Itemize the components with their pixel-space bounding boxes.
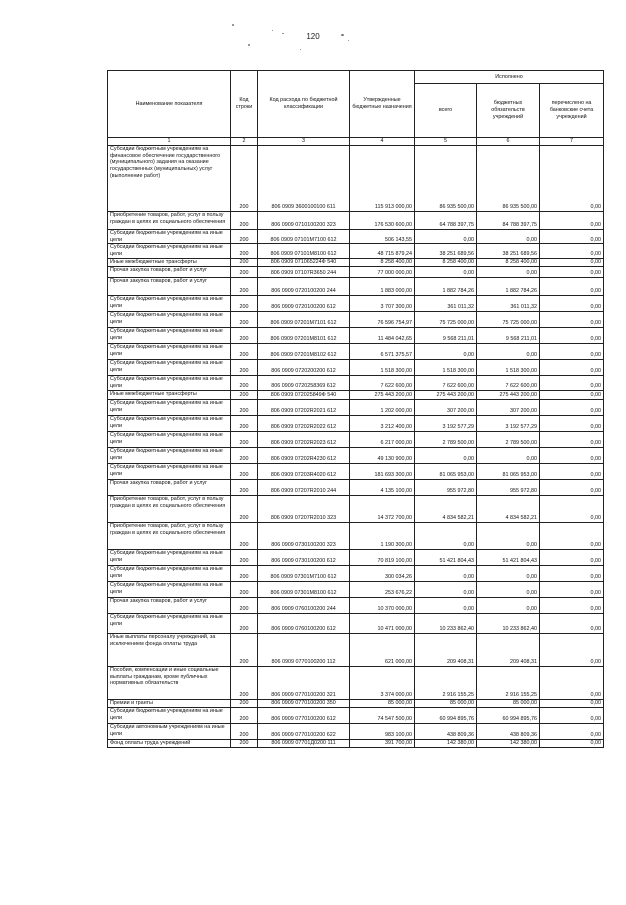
- row-line-code: 200: [231, 375, 258, 390]
- row-approved: 506 143,55: [350, 230, 415, 244]
- row-budget-code: 806 0909 0720100200 244: [258, 277, 350, 295]
- row-approved: 76 596 754,97: [350, 311, 415, 327]
- row-budget-code: 806 0909 07701Д0200 111: [258, 739, 350, 747]
- row-line-code: 200: [231, 327, 258, 343]
- row-approved: 8 258 400,00: [350, 258, 415, 266]
- row-transferred: 0,00: [540, 399, 604, 415]
- row-obligations: 84 788 397,75: [477, 212, 540, 230]
- row-budget-code: 806 0909 07207R2010 323: [258, 495, 350, 522]
- row-line-code: 200: [231, 666, 258, 699]
- header-executed: Исполнено: [415, 71, 604, 84]
- row-name: Приобретение товаров, работ, услуг в пользу граждан в целях их социального обеспечения: [108, 495, 231, 522]
- table-row: [108, 146, 604, 212]
- row-transferred: 0,00: [540, 707, 604, 723]
- row-executed-total: 209 408,31: [415, 633, 477, 666]
- table-row: [108, 597, 604, 613]
- row-line-code: 200: [231, 343, 258, 359]
- row-transferred: 0,00: [540, 522, 604, 549]
- row-line-code: 200: [231, 447, 258, 463]
- row-approved: 10 471 000,00: [350, 613, 415, 633]
- row-budget-code: 806 0909 0730100200 612: [258, 549, 350, 565]
- budget-execution-table: [107, 70, 604, 748]
- row-executed-total: 307 200,00: [415, 399, 477, 415]
- row-line-code: 200: [231, 212, 258, 230]
- row-name: Субсидии бюджетным учреждениям на иные цели: [108, 707, 231, 723]
- row-executed-total: 85 000,00: [415, 699, 477, 707]
- row-obligations: 438 809,36: [477, 723, 540, 739]
- row-budget-code: 806 0909 0720258369 612: [258, 375, 350, 390]
- row-line-code: 200: [231, 707, 258, 723]
- row-transferred: 0,00: [540, 495, 604, 522]
- row-approved: 983 100,00: [350, 723, 415, 739]
- table-row: [108, 549, 604, 565]
- table-row: [108, 522, 604, 549]
- row-name: Прочая закупка товаров, работ и услуг: [108, 266, 231, 277]
- row-executed-total: 0,00: [415, 565, 477, 581]
- row-executed-total: 361 011,32: [415, 295, 477, 311]
- row-name: Субсидии автономным учреждениям на иные цели: [108, 723, 231, 739]
- table-row: [108, 277, 604, 295]
- column-number: 3: [258, 138, 350, 146]
- row-executed-total: 64 788 397,75: [415, 212, 477, 230]
- row-obligations: 0,00: [477, 522, 540, 549]
- row-approved: 176 530 600,00: [350, 212, 415, 230]
- row-executed-total: 3 192 577,29: [415, 415, 477, 431]
- row-approved: 1 202 000,00: [350, 399, 415, 415]
- table-row: [108, 375, 604, 390]
- row-obligations: 2 789 500,00: [477, 431, 540, 447]
- row-approved: 70 819 100,00: [350, 549, 415, 565]
- row-transferred: 0,00: [540, 359, 604, 375]
- row-transferred: 0,00: [540, 390, 604, 399]
- table-row: [108, 707, 604, 723]
- row-obligations: 0,00: [477, 343, 540, 359]
- row-name: Субсидии бюджетным учреждениям на иные цели: [108, 431, 231, 447]
- table-row: [108, 565, 604, 581]
- table-row: [108, 495, 604, 522]
- row-name: Субсидии бюджетным учреждениям на иные цели: [108, 613, 231, 633]
- row-name: Субсидии бюджетным учреждениям на иные цели: [108, 327, 231, 343]
- row-obligations: 1 882 784,26: [477, 277, 540, 295]
- row-line-code: 200: [231, 522, 258, 549]
- row-executed-total: 81 065 953,00: [415, 463, 477, 479]
- row-line-code: 200: [231, 244, 258, 258]
- row-obligations: 86 935 500,00: [477, 146, 540, 212]
- row-line-code: 200: [231, 431, 258, 447]
- row-name: Субсидии бюджетным учреждениям на финансовое обеспечение государственного (муниципального) задания на оказание государственных (муниципальных) услуг (выполнение работ): [108, 146, 231, 212]
- row-obligations: 955 972,80: [477, 479, 540, 495]
- row-name: Субсидии бюджетным учреждениям на иные цели: [108, 399, 231, 415]
- row-obligations: 361 011,32: [477, 295, 540, 311]
- table-row: [108, 613, 604, 633]
- row-budget-code: 806 0909 07101M8100 612: [258, 244, 350, 258]
- row-obligations: 1 518 300,00: [477, 359, 540, 375]
- column-number: 7: [540, 138, 604, 146]
- row-name: Субсидии бюджетным учреждениям на иные цели: [108, 581, 231, 597]
- table-row: [108, 723, 604, 739]
- page-number: 120: [306, 32, 320, 41]
- row-budget-code: 806 0909 0720200200 612: [258, 359, 350, 375]
- row-approved: 3 212 400,00: [350, 415, 415, 431]
- table-row: [108, 359, 604, 375]
- row-budget-code: 806 0909 07201M8102 612: [258, 343, 350, 359]
- row-line-code: 200: [231, 565, 258, 581]
- row-approved: 1 518 300,00: [350, 359, 415, 375]
- table-row: [108, 244, 604, 258]
- row-executed-total: 9 568 211,01: [415, 327, 477, 343]
- row-name: Приобретение товаров, работ, услуг в пользу граждан в целях их социального обеспечения: [108, 522, 231, 549]
- row-budget-code: 806 0909 0760100200 612: [258, 613, 350, 633]
- row-name: Фонд оплаты труда учреждений: [108, 739, 231, 747]
- scan-speck: [232, 24, 234, 26]
- row-approved: 115 913 000,00: [350, 146, 415, 212]
- row-budget-code: 806 0909 071065224Ф 540: [258, 258, 350, 266]
- row-name: Пособия, компенсации и иные социальные выплаты гражданам, кроме публичных нормативных обязательств: [108, 666, 231, 699]
- table-row: [108, 699, 604, 707]
- header-transferred: перечислено на банковские счета учреждений: [540, 84, 604, 138]
- row-name: Иные выплаты персоналу учреждений, за исключением фонда оплаты труда: [108, 633, 231, 666]
- table-body: [108, 146, 604, 748]
- row-obligations: 9 568 211,01: [477, 327, 540, 343]
- row-name: Субсидии бюджетным учреждениям на иные цели: [108, 295, 231, 311]
- row-name: Субсидии бюджетным учреждениям на иные цели: [108, 244, 231, 258]
- row-executed-total: 7 622 600,00: [415, 375, 477, 390]
- row-transferred: 0,00: [540, 295, 604, 311]
- table-row: [108, 343, 604, 359]
- row-approved: 3 374 000,00: [350, 666, 415, 699]
- row-obligations: 60 994 895,76: [477, 707, 540, 723]
- row-obligations: 3 192 577,29: [477, 415, 540, 431]
- row-approved: 1 190 300,00: [350, 522, 415, 549]
- row-transferred: 0,00: [540, 327, 604, 343]
- row-approved: 4 135 100,00: [350, 479, 415, 495]
- row-executed-total: 60 994 895,76: [415, 707, 477, 723]
- row-budget-code: 806 0909 07202R2021 612: [258, 399, 350, 415]
- row-name: Субсидии бюджетным учреждениям на иные цели: [108, 447, 231, 463]
- row-transferred: 0,00: [540, 613, 604, 633]
- row-name: Субсидии бюджетным учреждениям на иные цели: [108, 359, 231, 375]
- row-executed-total: 8 258 400,00: [415, 258, 477, 266]
- row-approved: 14 372 700,00: [350, 495, 415, 522]
- row-budget-code: 806 0909 07202R4230 612: [258, 447, 350, 463]
- row-line-code: 200: [231, 549, 258, 565]
- row-transferred: 0,00: [540, 375, 604, 390]
- row-line-code: 200: [231, 633, 258, 666]
- row-name: Прочая закупка товаров, работ и услуг: [108, 277, 231, 295]
- table-row: [108, 212, 604, 230]
- row-obligations: 8 258 400,00: [477, 258, 540, 266]
- row-transferred: 0,00: [540, 723, 604, 739]
- table-row: [108, 230, 604, 244]
- row-budget-code: 806 0909 07107R3650 244: [258, 266, 350, 277]
- row-approved: 391 700,00: [350, 739, 415, 747]
- row-obligations: 75 725 000,00: [477, 311, 540, 327]
- row-name: Прочая закупка товаров, работ и услуг: [108, 479, 231, 495]
- row-line-code: 200: [231, 390, 258, 399]
- row-obligations: 0,00: [477, 447, 540, 463]
- row-approved: 275 443 200,00: [350, 390, 415, 399]
- row-approved: 300 034,26: [350, 565, 415, 581]
- row-transferred: 0,00: [540, 277, 604, 295]
- row-budget-code: 806 0909 07202R2022 612: [258, 415, 350, 431]
- row-name: Иные межбюджетные трансферты: [108, 258, 231, 266]
- row-transferred: 0,00: [540, 597, 604, 613]
- row-line-code: 200: [231, 311, 258, 327]
- row-approved: 253 676,22: [350, 581, 415, 597]
- row-name: Субсидии бюджетным учреждениям на иные цели: [108, 463, 231, 479]
- row-transferred: 0,00: [540, 343, 604, 359]
- row-transferred: 0,00: [540, 633, 604, 666]
- row-budget-code: 806 0909 0720100200 612: [258, 295, 350, 311]
- row-transferred: 0,00: [540, 463, 604, 479]
- row-obligations: 85 000,00: [477, 699, 540, 707]
- row-name: Премии и гранты: [108, 699, 231, 707]
- row-executed-total: 4 834 582,21: [415, 495, 477, 522]
- row-budget-code: 806 0909 07207R2010 244: [258, 479, 350, 495]
- row-approved: 49 130 900,00: [350, 447, 415, 463]
- row-obligations: 0,00: [477, 581, 540, 597]
- row-line-code: 200: [231, 581, 258, 597]
- row-executed-total: 10 233 862,40: [415, 613, 477, 633]
- row-line-code: 200: [231, 479, 258, 495]
- row-obligations: 209 408,31: [477, 633, 540, 666]
- column-number: 6: [477, 138, 540, 146]
- row-transferred: 0,00: [540, 479, 604, 495]
- row-name: Субсидии бюджетным учреждениям на иные цели: [108, 311, 231, 327]
- table-row: [108, 266, 604, 277]
- row-executed-total: 438 809,36: [415, 723, 477, 739]
- row-transferred: 0,00: [540, 244, 604, 258]
- row-budget-code: 806 0909 0770100200 350: [258, 699, 350, 707]
- row-line-code: 200: [231, 359, 258, 375]
- row-obligations: 275 443 200,00: [477, 390, 540, 399]
- row-budget-code: 806 0909 07301M7100 612: [258, 565, 350, 581]
- table-row: [108, 633, 604, 666]
- row-line-code: 200: [231, 399, 258, 415]
- table-row: [108, 739, 604, 747]
- scan-speck: [341, 34, 344, 36]
- row-executed-total: 0,00: [415, 522, 477, 549]
- row-budget-code: 806 0909 07202R2023 612: [258, 431, 350, 447]
- row-executed-total: 86 935 500,00: [415, 146, 477, 212]
- row-name: Прочая закупка товаров, работ и услуг: [108, 597, 231, 613]
- row-executed-total: 955 972,80: [415, 479, 477, 495]
- row-approved: 181 693 300,00: [350, 463, 415, 479]
- row-obligations: 0,00: [477, 597, 540, 613]
- row-name: Субсидии бюджетным учреждениям на иные цели: [108, 565, 231, 581]
- row-approved: 85 000,00: [350, 699, 415, 707]
- row-name: Приобретение товаров, работ, услуг в пользу граждан в целях их социального обеспечения: [108, 212, 231, 230]
- row-name: Субсидии бюджетным учреждениям на иные цели: [108, 415, 231, 431]
- column-number: 5: [415, 138, 477, 146]
- row-transferred: 0,00: [540, 666, 604, 699]
- row-transferred: 0,00: [540, 581, 604, 597]
- row-obligations: 10 233 862,40: [477, 613, 540, 633]
- row-transferred: 0,00: [540, 415, 604, 431]
- row-obligations: 81 065 953,00: [477, 463, 540, 479]
- table-row: [108, 479, 604, 495]
- table-row: [108, 431, 604, 447]
- row-executed-total: 0,00: [415, 581, 477, 597]
- row-budget-code: 806 0909 0770100200 612: [258, 707, 350, 723]
- row-obligations: 0,00: [477, 230, 540, 244]
- column-number: 1: [108, 138, 231, 146]
- header-total: всего: [415, 84, 477, 138]
- table-row: [108, 447, 604, 463]
- row-budget-code: 806 0909 07301M8100 612: [258, 581, 350, 597]
- row-transferred: 0,00: [540, 699, 604, 707]
- row-approved: 48 715 879,24: [350, 244, 415, 258]
- row-line-code: 200: [231, 295, 258, 311]
- row-name: Иные межбюджетные трансферты: [108, 390, 231, 399]
- row-name: Субсидии бюджетным учреждениям на иные цели: [108, 343, 231, 359]
- row-executed-total: 0,00: [415, 597, 477, 613]
- scan-speck: [348, 40, 349, 41]
- row-approved: 7 622 600,00: [350, 375, 415, 390]
- row-obligations: 307 200,00: [477, 399, 540, 415]
- row-budget-code: 806 0909 0730100200 323: [258, 522, 350, 549]
- row-name: Субсидии бюджетным учреждениям на иные цели: [108, 375, 231, 390]
- row-executed-total: 38 251 689,56: [415, 244, 477, 258]
- table-row: [108, 399, 604, 415]
- table-row: [108, 390, 604, 399]
- row-line-code: 200: [231, 415, 258, 431]
- row-line-code: 200: [231, 258, 258, 266]
- row-line-code: 200: [231, 266, 258, 277]
- header-approved: Утвержденные бюджетные назначения: [350, 71, 415, 138]
- table-row: [108, 463, 604, 479]
- row-executed-total: 0,00: [415, 266, 477, 277]
- scan-speck: [248, 44, 250, 46]
- row-executed-total: 51 421 804,43: [415, 549, 477, 565]
- row-line-code: 200: [231, 739, 258, 747]
- row-transferred: 0,00: [540, 739, 604, 747]
- row-name: Субсидии бюджетным учреждениям на иные цели: [108, 230, 231, 244]
- row-obligations: 2 916 155,25: [477, 666, 540, 699]
- scan-speck: [282, 33, 284, 34]
- row-budget-code: 806 0909 0770100200 622: [258, 723, 350, 739]
- row-approved: 621 000,00: [350, 633, 415, 666]
- row-approved: 1 883 000,00: [350, 277, 415, 295]
- row-transferred: 0,00: [540, 447, 604, 463]
- row-transferred: 0,00: [540, 549, 604, 565]
- row-obligations: 7 622 600,00: [477, 375, 540, 390]
- row-transferred: 0,00: [540, 311, 604, 327]
- row-transferred: 0,00: [540, 431, 604, 447]
- row-executed-total: 0,00: [415, 343, 477, 359]
- row-transferred: 0,00: [540, 266, 604, 277]
- table-row: [108, 327, 604, 343]
- row-transferred: 0,00: [540, 212, 604, 230]
- row-budget-code: 806 0909 072025849Ф 540: [258, 390, 350, 399]
- row-approved: 6 571 375,57: [350, 343, 415, 359]
- row-approved: 74 547 500,00: [350, 707, 415, 723]
- row-line-code: 200: [231, 723, 258, 739]
- row-budget-code: 806 0909 0770100200 112: [258, 633, 350, 666]
- row-transferred: 0,00: [540, 146, 604, 212]
- row-obligations: 38 251 689,56: [477, 244, 540, 258]
- row-budget-code: 806 0909 07203R4020 612: [258, 463, 350, 479]
- table-row: [108, 415, 604, 431]
- column-number: 4: [350, 138, 415, 146]
- row-budget-code: 806 0909 0770100200 321: [258, 666, 350, 699]
- row-executed-total: 0,00: [415, 447, 477, 463]
- header-budget-code: Код расхода по бюджетной классификации: [258, 71, 350, 138]
- row-budget-code: 806 0909 07201M8101 612: [258, 327, 350, 343]
- table-row: [108, 258, 604, 266]
- row-obligations: 142 380,00: [477, 739, 540, 747]
- row-executed-total: 1 518 300,00: [415, 359, 477, 375]
- table-row: [108, 581, 604, 597]
- row-executed-total: 0,00: [415, 230, 477, 244]
- row-obligations: 51 421 804,43: [477, 549, 540, 565]
- row-budget-code: 806 0909 0710100200 323: [258, 212, 350, 230]
- row-budget-code: 806 0909 0760100200 244: [258, 597, 350, 613]
- row-line-code: 200: [231, 699, 258, 707]
- row-executed-total: 1 882 784,26: [415, 277, 477, 295]
- scan-speck: [300, 49, 301, 50]
- row-approved: 6 217 000,00: [350, 431, 415, 447]
- row-line-code: 200: [231, 463, 258, 479]
- row-transferred: 0,00: [540, 230, 604, 244]
- row-obligations: 0,00: [477, 266, 540, 277]
- row-executed-total: 142 380,00: [415, 739, 477, 747]
- row-approved: 3 707 300,00: [350, 295, 415, 311]
- row-name: Субсидии бюджетным учреждениям на иные цели: [108, 549, 231, 565]
- header-name: Наименование показателя: [108, 71, 231, 138]
- column-number: 2: [231, 138, 258, 146]
- row-obligations: 4 834 582,21: [477, 495, 540, 522]
- row-executed-total: 75 725 000,00: [415, 311, 477, 327]
- scan-speck: [272, 30, 273, 31]
- row-executed-total: 275 443 200,00: [415, 390, 477, 399]
- row-budget-code: 806 0909 07201M7101 612: [258, 311, 350, 327]
- row-budget-code: 806 0909 07101M7100 612: [258, 230, 350, 244]
- table-row: [108, 295, 604, 311]
- column-numbers-row: [108, 138, 604, 146]
- row-line-code: 200: [231, 597, 258, 613]
- row-budget-code: 806 0909 3600100100 611: [258, 146, 350, 212]
- row-obligations: 0,00: [477, 565, 540, 581]
- table-row: [108, 311, 604, 327]
- table-row: [108, 666, 604, 699]
- row-line-code: 200: [231, 146, 258, 212]
- row-executed-total: 2 916 155,25: [415, 666, 477, 699]
- row-executed-total: 2 789 500,00: [415, 431, 477, 447]
- row-line-code: 200: [231, 495, 258, 522]
- header-line-code: Код строки: [231, 71, 258, 138]
- header-obligations: бюджетных обязательств учреждений: [477, 84, 540, 138]
- row-approved: 77 000 000,00: [350, 266, 415, 277]
- row-approved: 11 484 042,65: [350, 327, 415, 343]
- row-transferred: 0,00: [540, 565, 604, 581]
- row-line-code: 200: [231, 230, 258, 244]
- row-line-code: 200: [231, 277, 258, 295]
- row-approved: 10 370 000,00: [350, 597, 415, 613]
- row-transferred: 0,00: [540, 258, 604, 266]
- row-line-code: 200: [231, 613, 258, 633]
